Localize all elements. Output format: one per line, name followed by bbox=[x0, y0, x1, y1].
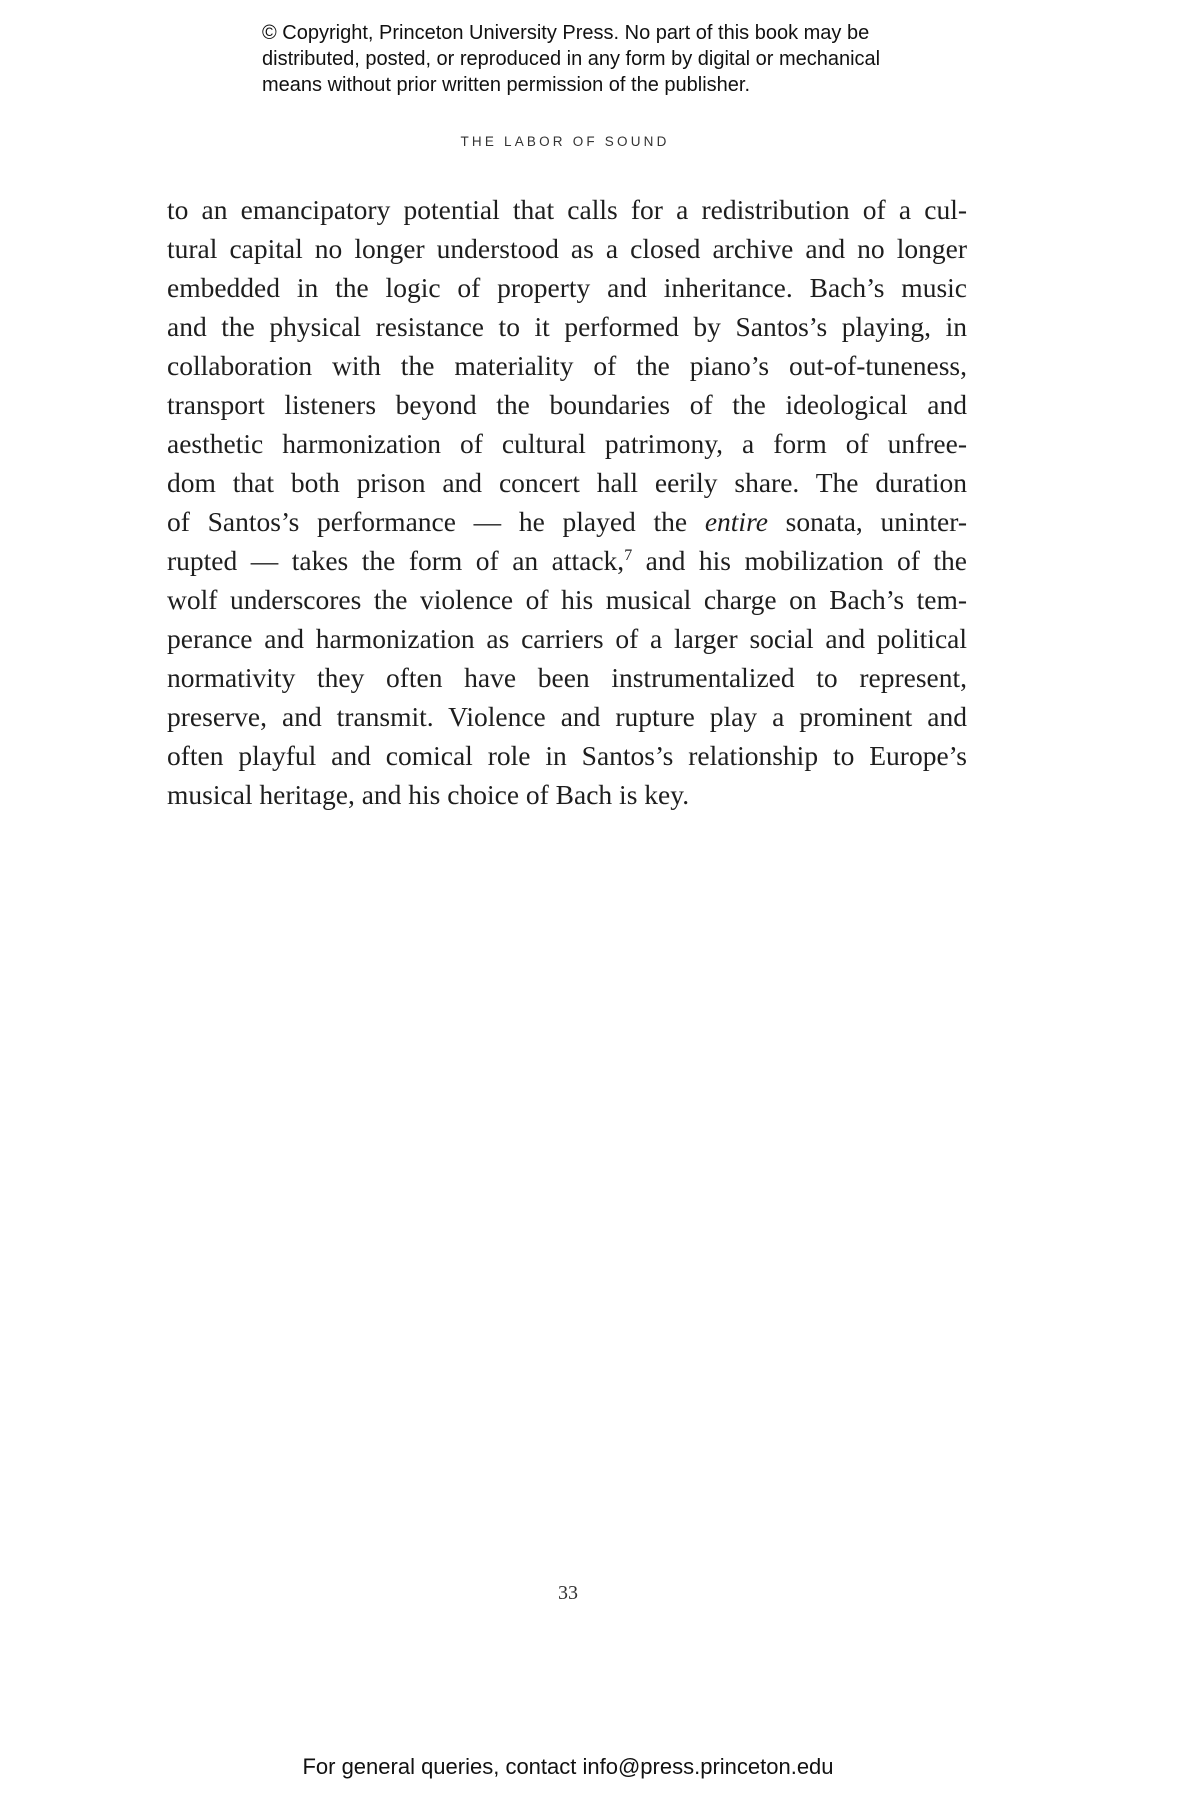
body-paragraph bbox=[167, 190, 967, 814]
text-line bbox=[167, 541, 967, 580]
text-segment: of Santos’s performance — he played the bbox=[167, 506, 705, 537]
text-line bbox=[167, 502, 967, 541]
text-segment: sonata, uninter- bbox=[767, 506, 967, 537]
copyright-notice: © Copyright, Princeton University Press. No part of this book may be distributed, posted, or reproduced in any form by digital or mechanical means without prior written permission of the publisher. bbox=[262, 22, 881, 96]
text-line: embedded in the logic of property and inheritance. Bach’s music bbox=[167, 272, 967, 303]
text-segment: and his mobilization of the bbox=[632, 545, 967, 576]
running-head: THE LABOR OF SOUND bbox=[460, 134, 670, 149]
italic-emphasis: entire bbox=[704, 506, 768, 537]
text-line: wolf underscores the violence of his musical charge on Bach’s tem- bbox=[167, 584, 967, 615]
text-line: transport listeners beyond the boundaries of the ideological and bbox=[167, 389, 967, 420]
footnote-marker[interactable]: 7 bbox=[624, 546, 633, 564]
text-line: to an emancipatory potential that calls for a redistribution of a cul- bbox=[167, 194, 967, 225]
text-line: collaboration with the materiality of the piano’s out-of-tuneness, bbox=[167, 350, 967, 381]
text-line: tural capital no longer understood as a closed archive and no longer bbox=[167, 233, 967, 264]
text-line: musical heritage, and his choice of Bach is key. bbox=[167, 779, 690, 810]
contact-footer: For general queries, contact info@press.princeton.edu bbox=[302, 1754, 834, 1779]
text-line: normativity they often have been instrumentalized to represent, bbox=[167, 662, 967, 693]
text-line: perance and harmonization as carriers of a larger social and political bbox=[167, 623, 967, 654]
text-line: often playful and comical role in Santos’s relationship to Europe’s bbox=[167, 740, 967, 771]
text-line: preserve, and transmit. Violence and rupture play a prominent and bbox=[167, 701, 967, 732]
text-line: aesthetic harmonization of cultural patrimony, a form of unfree- bbox=[167, 428, 967, 459]
text-line: dom that both prison and concert hall eerily share. The duration bbox=[167, 467, 967, 498]
text-segment: rupted — takes the form of an attack, bbox=[167, 545, 625, 576]
text-line: and the physical resistance to it performed by Santos’s playing, in bbox=[167, 311, 967, 342]
page-number: 33 bbox=[558, 1582, 578, 1604]
